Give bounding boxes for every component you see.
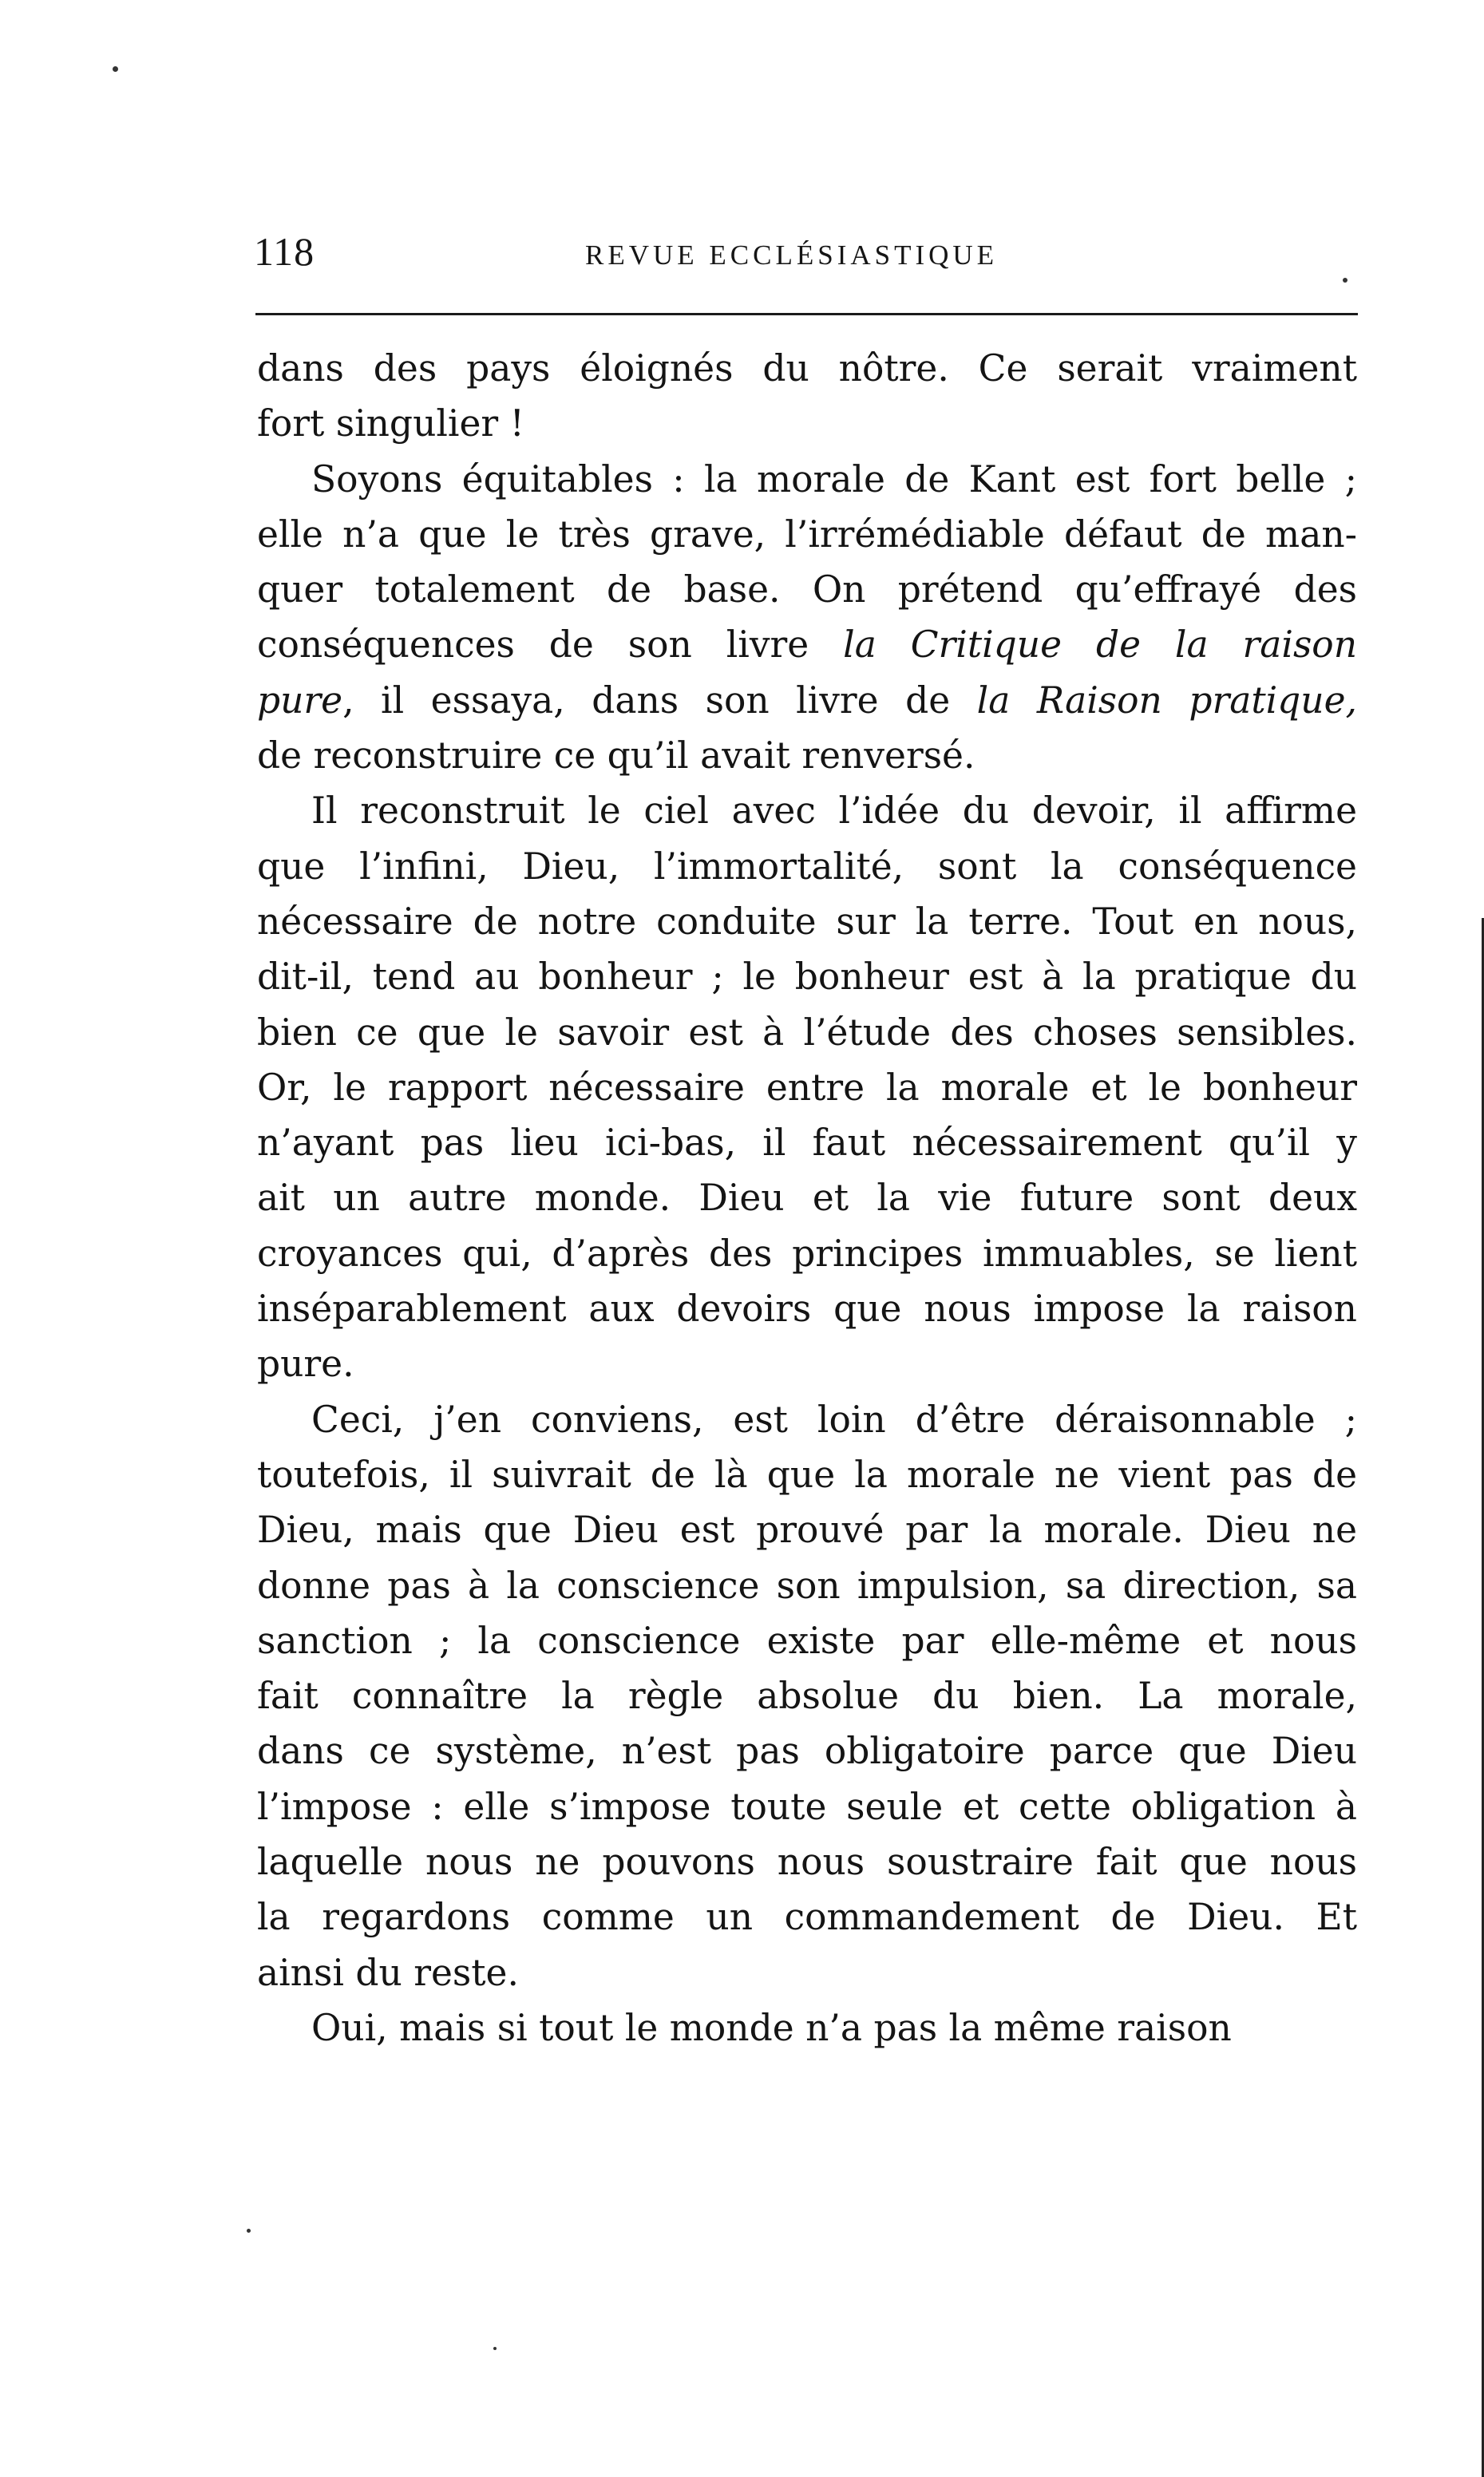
text-line: sanction ; la conscience existe par elle-même et nous <box>257 1619 1357 1662</box>
text-line: laquelle nous ne pouvons nous soustraire fait que nous <box>257 1841 1357 1884</box>
running-title: REVUE ECCLÉSIASTIQUE <box>585 239 999 271</box>
text-line: que l’infini, Dieu, l’immortalité, sont la conséquence <box>257 845 1357 888</box>
italic-book-title: la Raison pratique, <box>976 679 1358 722</box>
scan-speck <box>493 2347 497 2350</box>
text-line: dans des pays éloignés du nôtre. Ce serait vraiment <box>257 347 1357 390</box>
text-line: Dieu, mais que Dieu est prouvé par la morale. Dieu ne <box>257 1509 1357 1552</box>
italic-book-title: pure <box>257 679 343 722</box>
text-fragment: , il essaya, dans son livre de <box>342 679 951 722</box>
text-line <box>257 673 1357 728</box>
page-header <box>254 228 1371 291</box>
text-line: donne pas à la conscience son impulsion, sa direction, sa <box>257 1564 1357 1607</box>
text-line: quer totalement de base. On prétend qu’effrayé des <box>257 568 1357 611</box>
text-fragment: conséquences de son livre <box>257 623 809 667</box>
text-line: pure. <box>257 1343 354 1386</box>
text-line: ainsi du reste. <box>257 1951 519 1994</box>
text-line: Il reconstruit le ciel avec l’idée du devoir, il affirme <box>311 789 1357 833</box>
text-line: elle n’a que le très grave, l’irrémédiable défaut de man- <box>257 512 1357 556</box>
text-line: Soyons équitables : la morale de Kant est fort belle ; <box>311 457 1357 501</box>
text-line: croyances qui, d’après des principes immuables, se lient <box>257 1232 1357 1275</box>
text-line: l’impose : elle s’impose toute seule et cette obligation à <box>257 1785 1357 1828</box>
text-line <box>257 617 1357 672</box>
text-line: Or, le rapport nécessaire entre la morale et le bonheur <box>257 1066 1357 1109</box>
scan-speck <box>113 66 118 72</box>
text-line: n’ayant pas lieu ici-bas, il faut nécessairement qu’il y <box>257 1122 1357 1165</box>
text-line: bien ce que le savoir est à l’étude des choses sensibles. <box>257 1011 1357 1054</box>
text-line: la regardons comme un commandement de Dieu. Et <box>257 1896 1357 1939</box>
italic-book-title: la Critique de la raison <box>843 623 1357 667</box>
header-rule <box>255 313 1358 315</box>
text-line: inséparablement aux devoirs que nous impose la raison <box>257 1288 1357 1331</box>
text-line: toutefois, il suivrait de là que la morale ne vient pas de <box>257 1453 1357 1496</box>
text-line: de reconstruire ce qu’il avait renversé. <box>257 734 975 778</box>
text-line: fait connaître la règle absolue du bien. La morale, <box>257 1675 1357 1718</box>
page-number: 118 <box>254 229 315 274</box>
body-text <box>257 341 1357 2056</box>
text-line: Oui, mais si tout le monde n’a pas la même raison <box>311 2006 1232 2049</box>
text-line: dans ce système, n’est pas obligatoire parce que Dieu <box>257 1730 1357 1773</box>
text-line: dit-il, tend au bonheur ; le bonheur est à la pratique du <box>257 956 1357 999</box>
text-line: fort singulier ! <box>257 402 524 445</box>
text-line: Ceci, j’en conviens, est loin d’être déraisonnable ; <box>311 1398 1357 1441</box>
scan-speck <box>247 2229 251 2233</box>
text-line: nécessaire de notre conduite sur la terre. Tout en nous, <box>257 900 1357 943</box>
text-line: ait un autre monde. Dieu et la vie future sont deux <box>257 1177 1357 1220</box>
